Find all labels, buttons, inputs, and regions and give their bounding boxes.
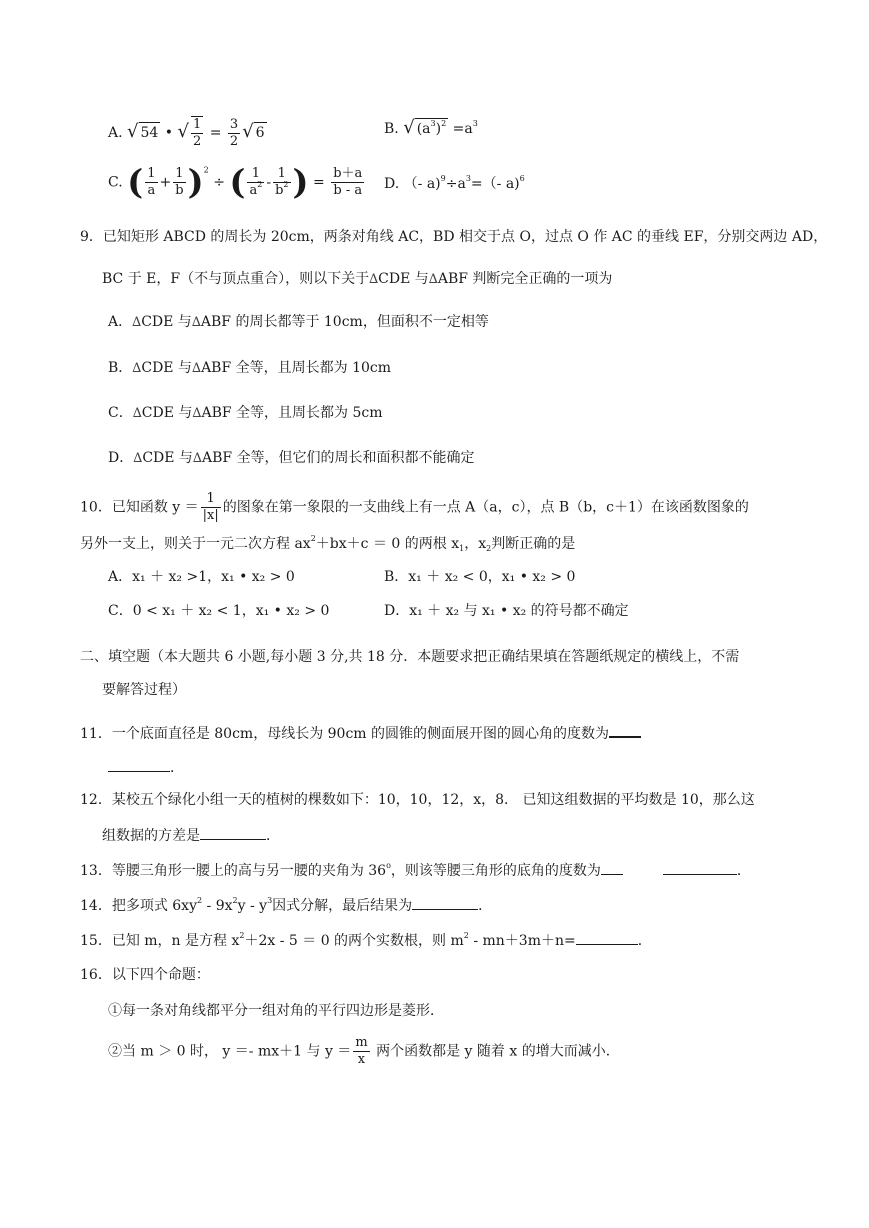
numerator: m	[355, 1035, 368, 1050]
triangle-icon: ∆	[191, 315, 201, 330]
q11-line-2	[108, 757, 184, 778]
sqrt-sign: √	[403, 117, 415, 138]
q10-option-c: C．0 < x₁ ＋ x₂ < 1，x₁ • x₂ > 0	[108, 603, 330, 619]
plus: +	[159, 174, 172, 191]
option-label: B.	[384, 121, 399, 137]
denominator: 2	[192, 134, 202, 149]
text: ABF 判断完全正确的一项为	[437, 271, 613, 287]
triangle-icon: ∆	[428, 272, 438, 287]
text: 11．一个底面直径是 80cm，母线长为 90cm 的圆锥的侧面展开图的圆心角的度数为	[80, 726, 610, 742]
q8-option-c	[108, 162, 366, 203]
option-label: A.	[108, 125, 123, 141]
equals: =	[209, 125, 222, 141]
text: ，x	[464, 536, 487, 552]
text: ABF 全等，且周长都为 5cm	[201, 405, 383, 421]
q16-proposition-2	[108, 1035, 620, 1068]
subscript: 2	[486, 544, 492, 553]
q10-line-1	[80, 491, 749, 524]
option-label: A．	[108, 314, 133, 330]
option-label: C.	[108, 174, 123, 191]
result: =a	[448, 121, 473, 137]
triangle-icon: ∆	[132, 406, 142, 421]
fraction	[173, 166, 185, 199]
exponent: 3	[472, 119, 478, 128]
text: ②当 m ＞ 0 时， y ＝- mx＋1 与 y ＝	[108, 1043, 352, 1060]
text: ．	[637, 933, 652, 949]
triangle-icon: ∆	[192, 406, 202, 421]
text: ABF 全等，但它们的周长和面积都不能确定	[202, 450, 475, 466]
text: CDE 与	[141, 405, 193, 421]
denominator: x	[357, 1052, 366, 1067]
exponent: 2	[232, 896, 238, 905]
numerator: 1	[273, 166, 290, 183]
section-2-heading: 二、填空题（本大题共 6 小题,每小题 3 分,共 18 分．本题要求把正确结果填在答题纸规定的横线上，不需	[80, 649, 740, 665]
denominator	[247, 180, 264, 199]
q8-option-d	[384, 174, 525, 194]
answer-blank[interactable]	[601, 860, 623, 875]
dot-operator: •	[164, 125, 174, 141]
text: CDE 与	[141, 360, 192, 376]
text: ，则该等腰三角形的底角的度数为	[390, 863, 601, 879]
answer-blank[interactable]	[663, 860, 737, 875]
divide: ÷	[213, 174, 225, 191]
fraction	[201, 491, 221, 524]
base: (a	[416, 121, 431, 137]
exponent: 2	[239, 931, 245, 940]
radicand: 54	[139, 122, 161, 143]
denominator	[273, 180, 290, 199]
denominator: 2	[229, 133, 239, 149]
right-paren: )	[292, 162, 309, 203]
text: 因式分解，最后结果为	[272, 898, 413, 914]
triangle-icon: ∆	[133, 451, 143, 466]
text: ABF 的周长都等于 10cm，但面积不一定相等	[200, 314, 489, 330]
exponent: 6	[519, 174, 525, 183]
text: CDE 与	[141, 314, 192, 330]
exponent: 2	[203, 165, 209, 175]
q10-option-b: B．x₁ ＋ x₂ < 0，x₁ • x₂ > 0	[384, 569, 576, 585]
exponent: 2	[463, 931, 469, 940]
section-2-heading-cont: 要解答过程）	[102, 682, 186, 698]
fraction	[145, 166, 157, 199]
term: （- a)	[403, 176, 441, 192]
denominator: |x|	[202, 508, 219, 523]
degree-symbol: o	[386, 861, 391, 870]
exponent: 2	[283, 180, 289, 189]
triangle-icon: ∆	[191, 361, 202, 376]
exponent: 3	[267, 896, 273, 905]
sqrt-sign: √	[177, 121, 189, 142]
q15-line	[80, 930, 652, 951]
q9-line-1: 9．已知矩形 ABCD 的周长为 20cm，两条对角线 AC，BD 相交于点 O，过点 O 作 AC 的垂线 EF，分别交两边 AD，	[80, 229, 828, 245]
text: CDE 与	[142, 450, 193, 466]
option-label: C．	[108, 405, 133, 421]
option-label: B．	[108, 360, 133, 376]
fraction	[247, 166, 264, 199]
text: 两个函数都是 y 随着 x 的增大而减小．	[371, 1043, 620, 1060]
text: ．	[478, 898, 493, 914]
denominator: a	[147, 183, 156, 198]
answer-blank[interactable]	[412, 895, 478, 910]
answer-blank[interactable]	[108, 757, 170, 772]
term: ÷a	[445, 176, 466, 192]
text: 的图象在第一象限的一支曲线上有一点 A（a，c），点 B（b，c＋1）在该函数图象的	[222, 499, 749, 516]
q9-line-2	[102, 269, 612, 290]
answer-blank[interactable]	[576, 930, 638, 945]
text: 另外一支上，则关于一元二次方程 ax	[80, 536, 311, 552]
text: ．	[266, 828, 280, 844]
q12-line-2	[102, 825, 280, 846]
equals: =	[313, 174, 325, 191]
exponent: 3	[465, 174, 471, 183]
triangle-icon: ∆	[132, 315, 142, 330]
text: 15．已知 m，n 是方程 x	[80, 933, 240, 949]
q10-option-a: A．x₁ ＋ x₂ >1，x₁ • x₂ > 0	[108, 569, 295, 585]
q11-line-1	[80, 722, 641, 744]
text: CDE 与	[378, 271, 429, 287]
numerator: b＋a	[333, 166, 363, 181]
answer-blank[interactable]	[609, 722, 641, 738]
q12-line-1: 12．某校五个绿化小组一天的植树的棵数如下：10，10，12，x，8． 已知这组数据的平均数是 10，那么这	[80, 792, 755, 808]
triangle-icon: ∆	[192, 451, 202, 466]
fraction	[228, 117, 240, 150]
text: ．	[170, 760, 184, 776]
right-paren: )	[187, 162, 204, 203]
base: b	[275, 183, 284, 198]
text: ABF 全等，且周长都为 10cm	[201, 360, 392, 376]
denominator: b	[175, 183, 184, 198]
sqrt-sign: √	[127, 121, 139, 142]
term: =（- a)	[470, 176, 520, 192]
text: 组数据的方差是	[102, 828, 200, 844]
q8-option-b	[384, 118, 478, 139]
text: ＋2x - 5 ＝ 0 的两个实数根，则 m	[244, 933, 464, 949]
radicand: 6	[254, 122, 267, 143]
exponent: 2	[310, 534, 316, 543]
left-paren: (	[127, 162, 144, 203]
paren: )	[435, 121, 442, 137]
minus: -	[266, 174, 272, 191]
q16-proposition-1: ①每一条对角线都平分一组对角的平行四边形是菱形．	[108, 1003, 444, 1019]
q9-option-b	[108, 358, 391, 379]
q8-option-a	[108, 116, 267, 150]
q13-line	[80, 860, 751, 881]
fraction	[273, 166, 290, 199]
q10-line-2	[80, 534, 575, 554]
fraction	[353, 1035, 369, 1068]
text: 13．等腰三角形一腰上的高与另一腰的夹角为 36	[80, 863, 387, 879]
exponent: 2	[257, 180, 263, 189]
answer-blank[interactable]	[200, 825, 266, 840]
q9-option-a	[108, 312, 489, 333]
numerator: 3	[229, 116, 239, 132]
q9-option-c	[108, 403, 383, 424]
numerator: 1	[173, 166, 185, 183]
text: 14．把多项式 6xy	[80, 898, 197, 914]
exponent: 2	[196, 896, 203, 905]
text: 判断正确的是	[491, 536, 576, 552]
text: - mn＋3m＋n=	[468, 933, 576, 949]
q10-option-d: D．x₁ ＋ x₂ 与 x₁ • x₂ 的符号都不确定	[384, 603, 629, 619]
triangle-icon: ∆	[132, 361, 142, 376]
numerator: 1	[201, 491, 221, 508]
exponent: 3	[430, 119, 436, 128]
subscript: 1	[459, 544, 465, 553]
exponent: 2	[441, 119, 447, 128]
q16-title: 16．以下四个命题：	[80, 967, 210, 983]
numerator: 1	[147, 166, 156, 181]
text: y - y	[237, 898, 268, 914]
triangle-icon: ∆	[369, 272, 379, 287]
denominator: b - a	[333, 183, 363, 198]
option-label: D.	[384, 176, 400, 192]
fraction	[191, 116, 203, 150]
left-paren: (	[229, 162, 246, 203]
q9-option-d	[108, 448, 475, 469]
text: ．	[736, 863, 751, 879]
text: - 9x	[202, 898, 233, 914]
q14-line	[80, 895, 492, 916]
sqrt-sign: √	[242, 121, 254, 142]
base: a	[249, 183, 258, 198]
numerator: 1	[192, 117, 202, 132]
text: BC 于 E，F（不与顶点重合），则以下关于	[102, 271, 370, 287]
exponent: 9	[440, 174, 446, 183]
numerator: 1	[247, 166, 264, 183]
radicand	[415, 118, 448, 139]
text: 10．已知函数 y ＝	[80, 499, 199, 516]
fraction	[331, 166, 364, 199]
text: ＋bx＋c ＝ 0 的两根 x	[315, 536, 460, 552]
option-label: D．	[108, 450, 134, 466]
